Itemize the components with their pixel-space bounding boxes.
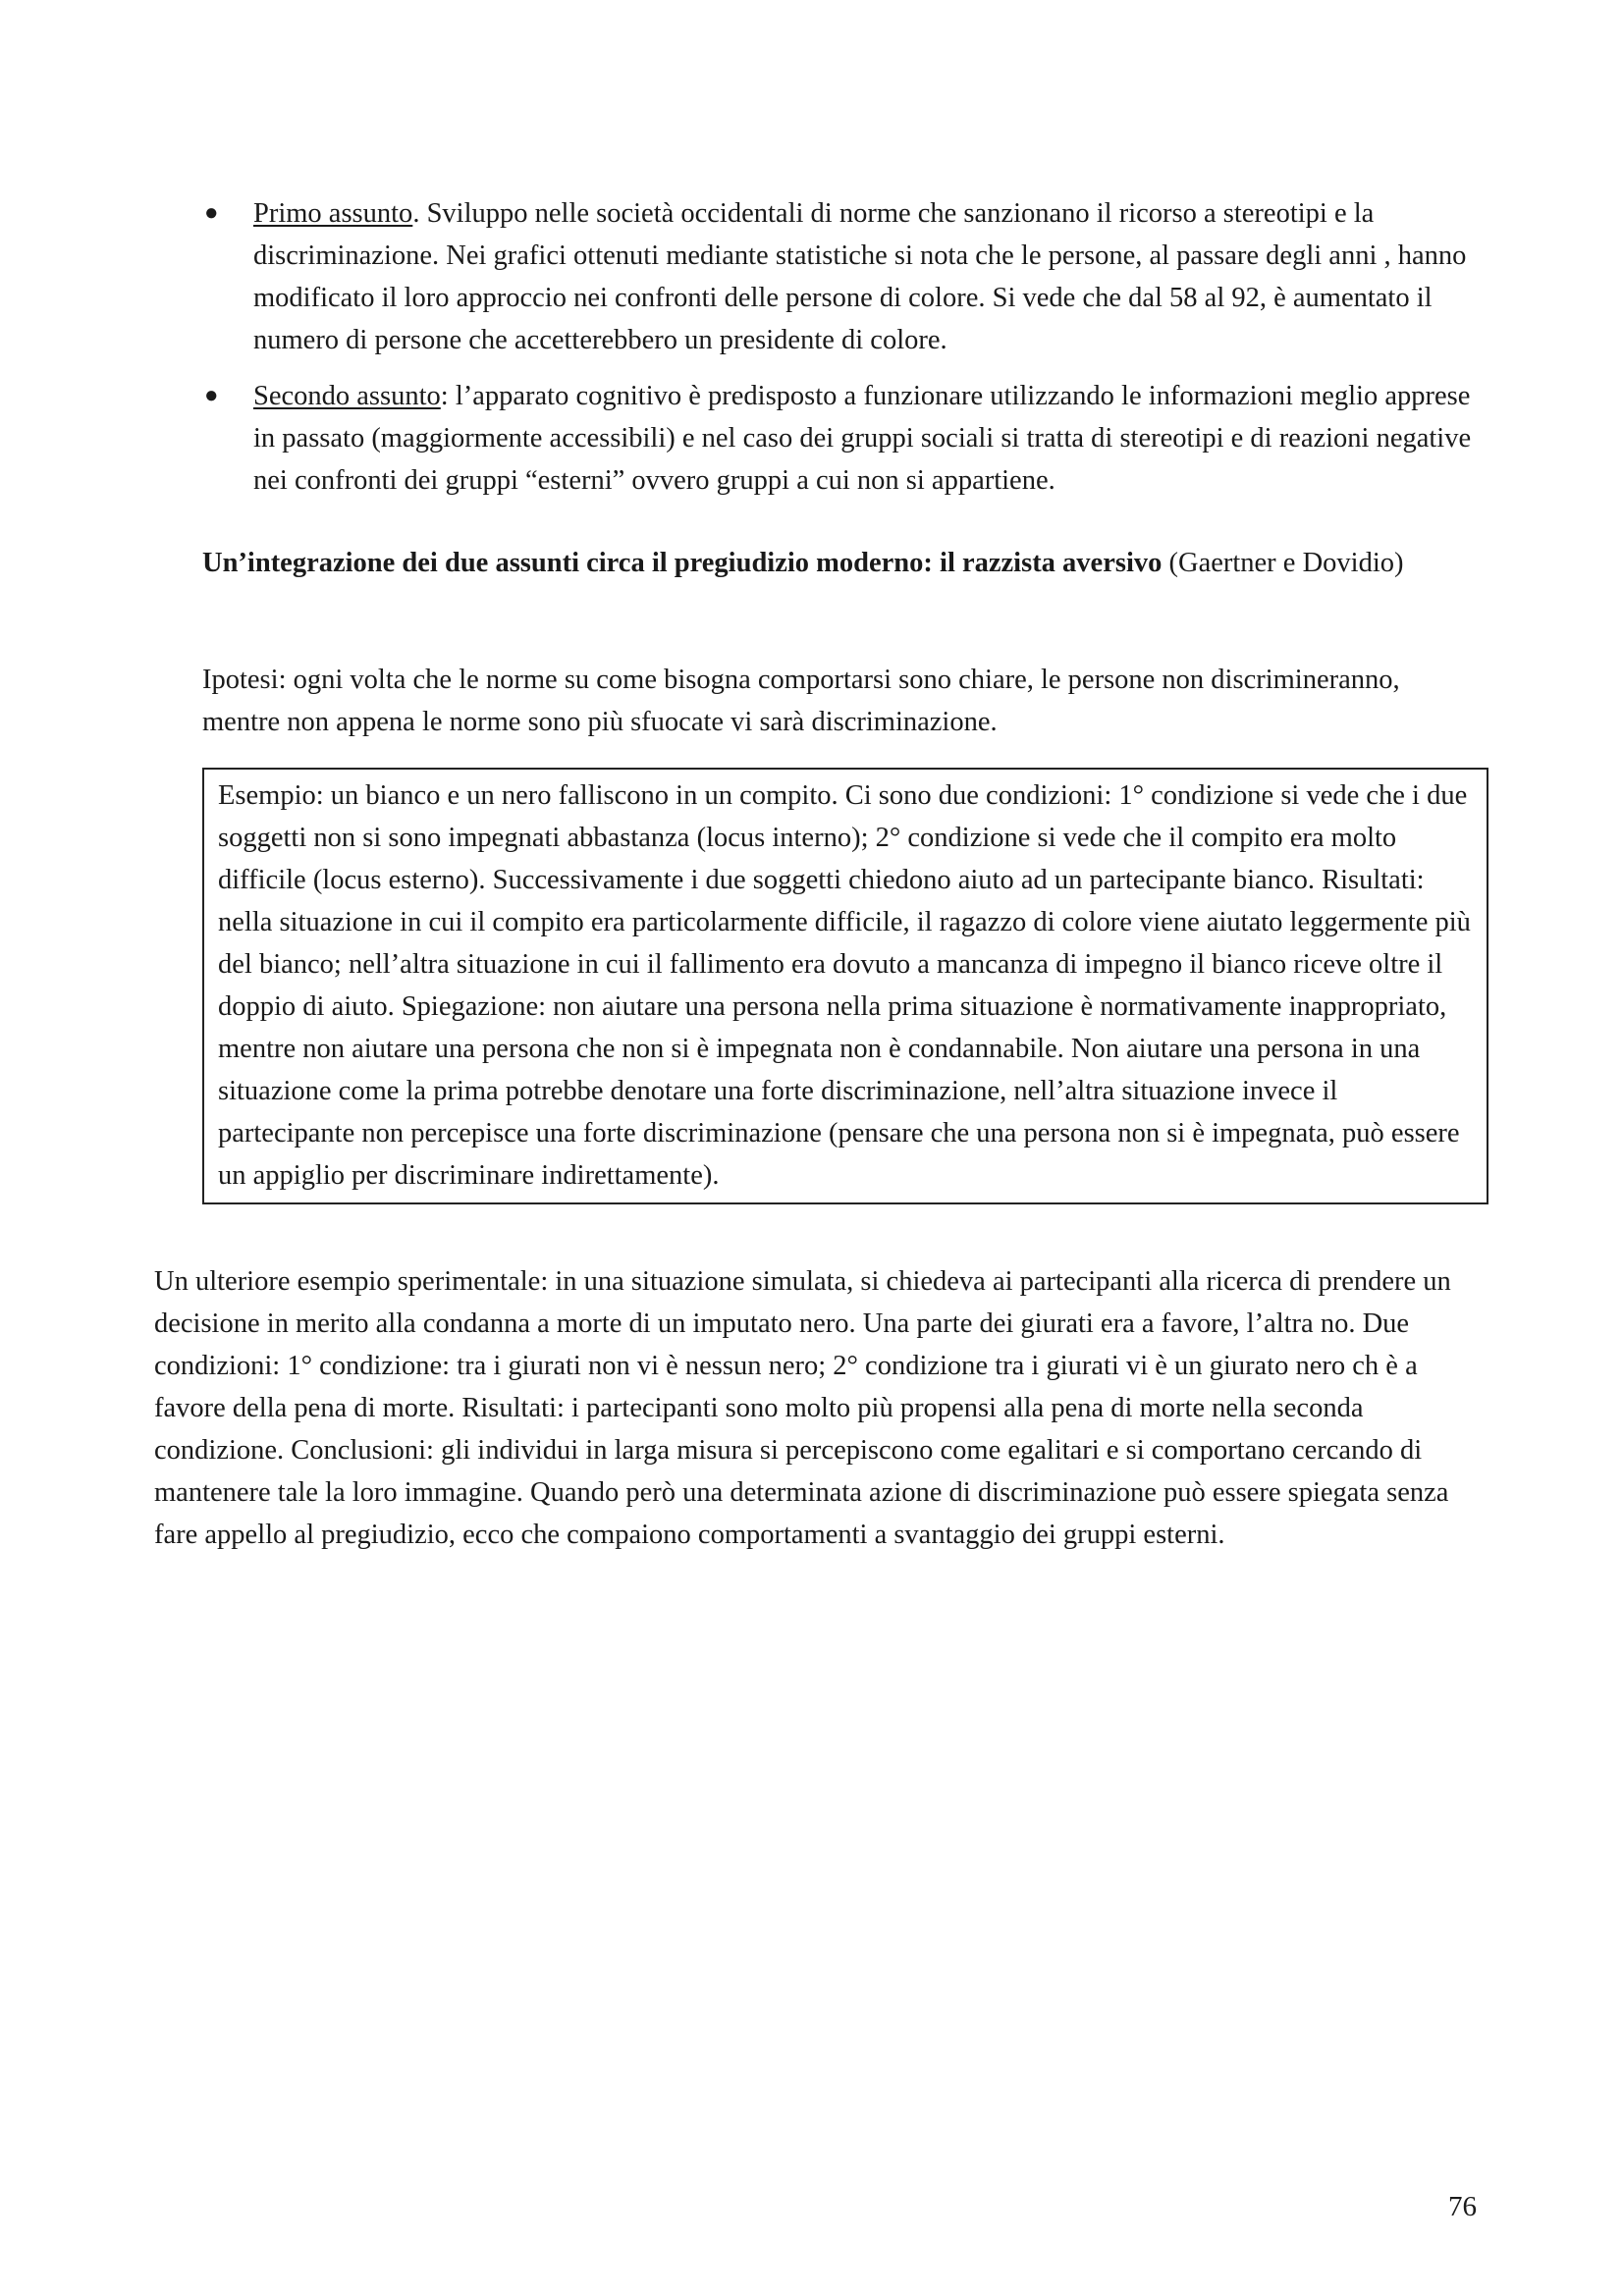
bullet-lead: Primo assunto xyxy=(253,198,413,229)
hypothesis-paragraph: Ipotesi: ogni volta che le norme su come bisogna comportarsi sono chiare, le persone non discrimineranno, mentre non appena le norme sono più sfuocate vi sarà discriminazione. xyxy=(202,665,1400,737)
bullet-text: . Sviluppo nelle società occidentali di norme che sanzionano il ricorso a stereotipi e la discriminazione. Nei grafici ottenuti mediante statistiche si nota che le persone, al passare degli anni , hanno modificato il loro approccio nei confronti delle persone di colore. Si vede che dal 58 al 92, è aumentato il numero di persone che accetterebbero un presidente di colore. xyxy=(253,198,1467,355)
list-item xyxy=(202,375,1479,502)
bullet-icon: ● xyxy=(204,383,219,408)
heading-authors: (Gaertner e Dovidio) xyxy=(1162,548,1404,578)
example-box: Esempio: un bianco e un nero falliscono in un compito. Ci sono due condizioni: 1° condizione si vede che i due soggetti non si sono impegnati abbastanza (locus interno); 2° condizione si vede che il compito era molto difficile (locus esterno). Successivamente i due soggetti chiedono aiuto ad un partecipante bianco. Risultati: nella situazione in cui il compito era particolarmente difficile, il ragazzo di colore viene aiutato leggermente più del bianco; nell’altra situazione in cui il fallimento era dovuto a mancanza di impegno il bianco riceve oltre il doppio di aiuto. Spiegazione: non aiutare una persona nella prima situazione è normativamente inappropriato, mentre non aiutare una persona che non si è impegnata non è condannabile. Non aiutare una persona in una situazione come la prima potrebbe denotare una forte discriminazione, nell’altra situazione invece il partecipante non percepisce una forte discriminazione (pensare che una persona non si è impegnata, può essere un appiglio per discriminare indirettamente). xyxy=(202,768,1488,1204)
bullet-lead: Secondo assunto xyxy=(253,381,441,411)
body-paragraph: Un ulteriore esempio sperimentale: in una situazione simulata, si chiedeva ai partecipanti alla ricerca di prendere un decisione in merito alla condanna a morte di un imputato nero. Una parte dei giurati era a favore, l’altra no. Due condizioni: 1° condizione: tra i giurati non vi è nessun nero; 2° condizione tra i giurati vi è un giurato nero ch è a favore della pena di morte. Risultati: i partecipanti sono molto più propensi alla pena di morte nella seconda condizione. Conclusioni: gli individui in larga misura si percepiscono come egalitari e si comportano cercando di mantenere tale la loro immagine. Quando però una determinata azione di discriminazione può essere spiegata senza fare appello al pregiudizio, ecco che compaiono comportamenti a svantaggio dei gruppi esterni. xyxy=(154,1266,1451,1550)
page-number: 76 xyxy=(1448,2191,1477,2222)
bullet-text: : l’apparato cognitivo è predisposto a funzionare utilizzando le informazioni meglio apprese in passato (maggiormente accessibili) e nel caso dei gruppi sociali si tratta di stereotipi e di reazioni negative nei confronti dei gruppi “esterni” ovvero gruppi a cui non si appartiene. xyxy=(253,381,1472,496)
heading-bold: Un’integrazione dei due assunti circa il pregiudizio moderno: il razzista aversivo xyxy=(202,548,1163,578)
bullet-icon: ● xyxy=(204,200,219,226)
section-heading xyxy=(202,542,1469,584)
list-item xyxy=(202,192,1479,361)
assumptions-list xyxy=(202,192,1479,515)
